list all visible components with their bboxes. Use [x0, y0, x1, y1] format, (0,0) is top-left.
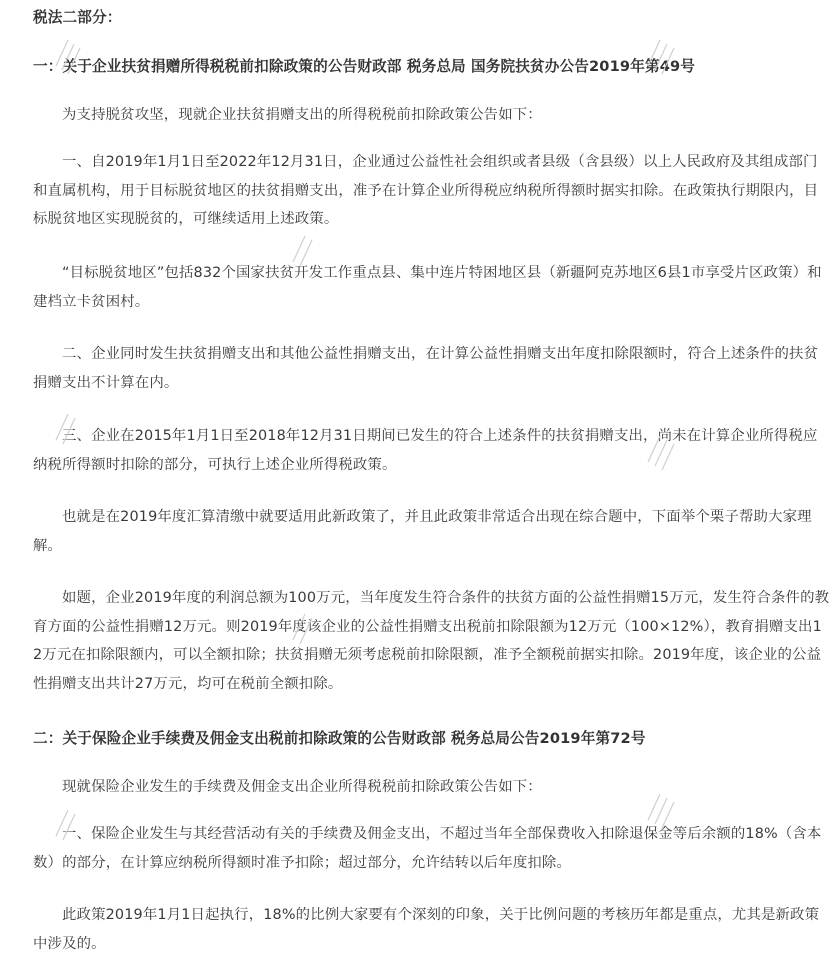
paragraph-item-three: 三、企业在2015年1月1日至2018年12月31日期间已发生的符合上述条件的扶贫捐赠支出，尚未在计算企业所得税应纳税所得额时扣除的部分，可执行上述企业所得税政策。 — [33, 428, 818, 473]
paragraph-explanation: 也就是在2019年度汇算清缴中就要适用此新政策了，并且此政策非常适合出现在综合题中，下面举个栗子帮助大家理解。 — [33, 509, 812, 554]
paragraph-target-areas: “目标脱贫地区”包括832个国家扶贫开发工作重点县、集中连片特困地区县（新疆阿克苏地区6县1市享受片区政策）和建档立卡贫困村。 — [33, 265, 822, 310]
paragraph-item-one: 一、自2019年1月1日至2022年12月31日，企业通过公益性社会组织或者县级（含县级）以上人民政府及其组成部门和直属机构，用于目标脱贫地区的扶贫捐赠支出，准予在计算企业所得税应纳税所得额时据实扣除。在政策执行期限内，目标脱贫地区实现脱贫的，可继续适用上述政策。 — [33, 154, 819, 228]
paragraph-insurance-note: 此政策2019年1月1日起执行，18%的比例大家要有个深刻的印象，关于比例问题的考核历年都是重点，尤其是新政策中涉及的。 — [33, 907, 820, 952]
paragraph-insurance-intro: 现就保险企业发生的手续费及佣金支出企业所得税税前扣除政策公告如下： — [62, 779, 542, 795]
section-title: 税法二部分： — [33, 9, 122, 26]
heading-two: 二：关于保险企业手续费及佣金支出税前扣除政策的公告财政部 税务总局公告2019年第72号 — [33, 730, 646, 747]
paragraph-intro: 为支持脱贫攻坚，现就企业扶贫捐赠支出的所得税税前扣除政策公告如下： — [62, 107, 542, 123]
paragraph-insurance-item: 一、保险企业发生与其经营活动有关的手续费及佣金支出，不超过当年全部保费收入扣除退保金等后余额的18%（含本数）的部分，在计算应纳税所得额时准予扣除；超过部分，允许结转以后年度扣除。 — [33, 826, 822, 871]
heading-one: 一：关于企业扶贫捐赠所得税税前扣除政策的公告财政部 税务总局 国务院扶贫办公告2019年第49号 — [33, 58, 696, 75]
paragraph-item-two: 二、企业同时发生扶贫捐赠支出和其他公益性捐赠支出，在计算公益性捐赠支出年度扣除限额时，符合上述条件的扶贫捐赠支出不计算在内。 — [33, 346, 819, 391]
paragraph-example: 如题，企业2019年度的利润总额为100万元，当年度发生符合条件的扶贫方面的公益性捐赠15万元，发生符合条件的教育方面的公益性捐赠12万元。则2019年度该企业的公益性捐赠支出税前扣除限额为12万元（100×12%），教育捐赠支出12万元在扣除限额内，可以全额扣除；扶贫捐赠无须考虑税前扣除限额，准予全额税前据实扣除。2019年度，该企业的公益性捐赠支出共计27万元，均可在税前全额扣除。 — [33, 590, 830, 692]
